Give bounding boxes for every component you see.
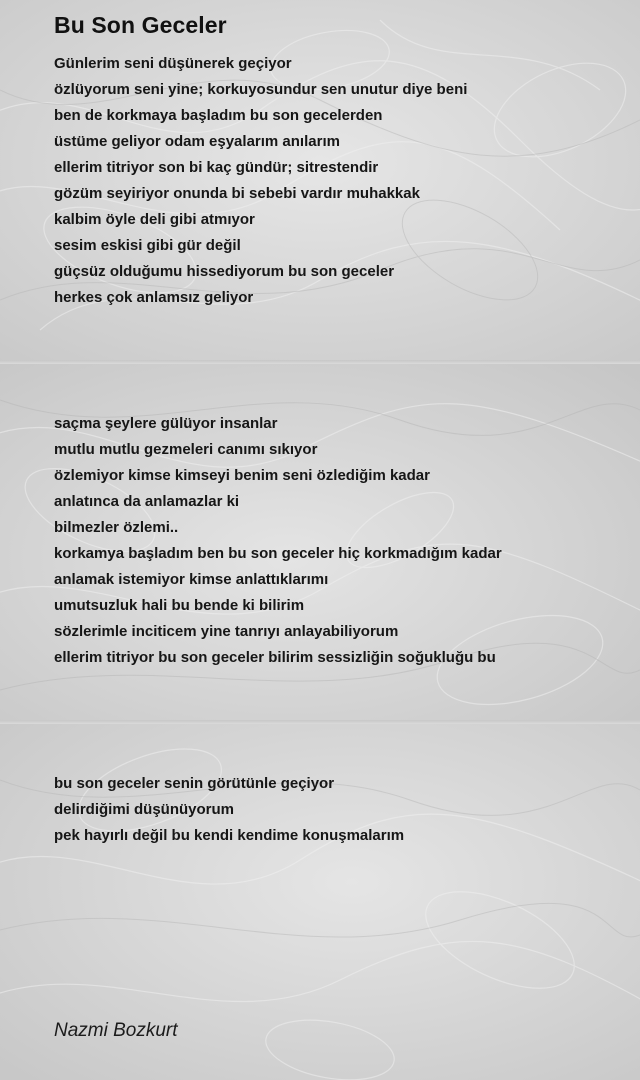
- poem-line: bu son geceler senin görütünle geçiyor: [54, 775, 335, 792]
- poem-line: korkamya başladım ben bu son geceler hiç korkmadığım kadar: [54, 545, 502, 562]
- panel-divider: [0, 720, 640, 724]
- poem-line: Günlerim seni düşünerek geçiyor: [54, 55, 292, 72]
- poem-line: umutsuzluk hali bu bende ki bilirim: [54, 597, 305, 614]
- poem-line: kalbim öyle deli gibi atmıyor: [54, 211, 255, 228]
- poem-line: anlamak istemiyor kimse anlattıklarımı: [54, 571, 329, 588]
- poem-line: ellerim titriyor bu son geceler bilirim sessizliğin soğukluğu bu: [54, 649, 496, 666]
- poem-line: saçma şeylere gülüyor insanlar: [54, 415, 278, 432]
- poem-line: pek hayırlı değil bu kendi kendime konuşmalarım: [54, 827, 405, 844]
- poem-line: gözüm seyiriyor onunda bi sebebi vardır muhakkak: [54, 185, 420, 202]
- poem-line: bilmezler özlemi..: [54, 519, 179, 536]
- stanza-1: [54, 54, 467, 314]
- stanza-3: [54, 774, 404, 852]
- poem-line: üstüme geliyor odam eşyalarım anılarım: [54, 133, 340, 150]
- poem-line: sözlerimle inciticem yine tanrıyı anlayabiliyorum: [54, 623, 399, 640]
- poem-line: mutlu mutlu gezmeleri canımı sıkıyor: [54, 441, 318, 458]
- poem-author: Nazmi Bozkurt: [54, 1020, 178, 1041]
- poem-line: herkes çok anlamsız geliyor: [54, 289, 254, 306]
- poem-line: delirdiğimi düşünüyorum: [54, 801, 235, 818]
- poem-line: özlüyorum seni yine; korkuyosundur sen unutur diye beni: [54, 81, 468, 98]
- panel-divider: [0, 360, 640, 364]
- poem-title: Bu Son Geceler: [54, 12, 227, 38]
- poem-line: ellerim titriyor son bi kaç gündür; sitrestendir: [54, 159, 379, 176]
- poem-line: ben de korkmaya başladım bu son gecelerden: [54, 107, 383, 124]
- poem-line: anlatınca da anlamazlar ki: [54, 493, 240, 510]
- stanza-2: [54, 414, 502, 674]
- poem-line: güçsüz olduğumu hissediyorum bu son geceler: [54, 263, 395, 280]
- poem-line: özlemiyor kimse kimseyi benim seni özlediğim kadar: [54, 467, 430, 484]
- poem-line: sesim eskisi gibi gür değil: [54, 237, 241, 254]
